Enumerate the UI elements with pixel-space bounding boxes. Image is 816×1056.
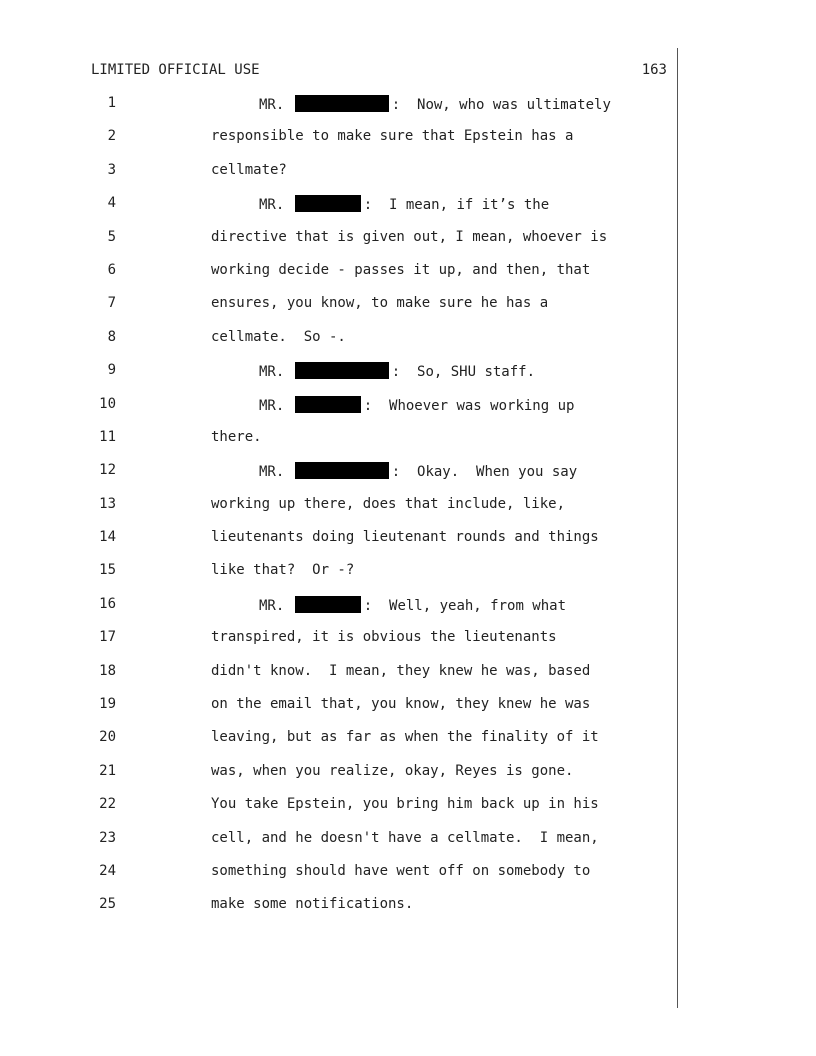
line-text: transpired, it is obvious the lieutenants — [211, 629, 557, 646]
line-number: 2 — [107, 128, 116, 145]
transcript-line — [0, 861, 816, 894]
speaker-line — [259, 195, 549, 213]
speaker-statement: : Well, yeah, from what — [363, 597, 567, 614]
line-number: 14 — [99, 529, 116, 546]
redaction-box — [295, 95, 389, 112]
line-number: 3 — [107, 161, 116, 178]
line-number: 23 — [99, 829, 116, 846]
speaker-line — [259, 95, 611, 113]
transcript-line — [0, 794, 816, 827]
transcript-line — [0, 527, 816, 560]
line-text: lieutenants doing lieutenant rounds and things — [211, 529, 599, 546]
line-text: You take Epstein, you bring him back up in his — [211, 796, 599, 813]
transcript-line — [0, 694, 816, 727]
line-number: 21 — [99, 762, 116, 779]
line-number: 18 — [99, 662, 116, 679]
line-text: didn't know. I mean, they knew he was, based — [211, 662, 591, 679]
line-number: 16 — [99, 595, 116, 612]
line-number: 13 — [99, 495, 116, 512]
speaker-title: MR. — [259, 197, 285, 214]
transcript-line — [0, 427, 816, 460]
speaker-statement: : Whoever was working up — [363, 397, 575, 414]
transcript-line — [0, 126, 816, 159]
line-text: something should have went off on somebody to — [211, 862, 591, 879]
speaker-line — [259, 596, 566, 614]
line-number: 25 — [99, 896, 116, 913]
line-number: 20 — [99, 729, 116, 746]
line-text: like that? Or -? — [211, 562, 355, 579]
redaction-box — [295, 396, 361, 413]
line-number: 7 — [107, 295, 116, 312]
speaker-title: MR. — [259, 597, 285, 614]
transcript-lines — [0, 93, 816, 928]
transcript-line — [0, 828, 816, 861]
line-text: cell, and he doesn't have a cellmate. I mean, — [211, 829, 599, 846]
speaker-title: MR. — [259, 464, 285, 481]
line-number: 9 — [107, 362, 116, 379]
transcript-line — [0, 460, 816, 493]
transcript-line — [0, 160, 816, 193]
transcript-line — [0, 193, 816, 226]
line-number: 15 — [99, 562, 116, 579]
transcript-line — [0, 594, 816, 627]
line-number: 19 — [99, 696, 116, 713]
line-number: 22 — [99, 796, 116, 813]
transcript-line — [0, 227, 816, 260]
line-number: 24 — [99, 862, 116, 879]
transcript-line — [0, 293, 816, 326]
page-number: 163 — [641, 62, 667, 78]
speaker-title: MR. — [259, 97, 285, 113]
speaker-line — [259, 462, 577, 480]
line-number: 4 — [107, 195, 116, 212]
transcript-line — [0, 661, 816, 694]
speaker-line — [259, 396, 574, 414]
redaction-box — [295, 362, 389, 379]
speaker-statement: : So, SHU staff. — [391, 364, 536, 381]
line-text: make some notifications. — [211, 896, 414, 913]
line-number: 1 — [107, 95, 116, 111]
transcript-line — [0, 494, 816, 527]
redaction-box — [295, 195, 361, 212]
redaction-box — [295, 462, 389, 479]
speaker-statement: : Okay. When you say — [391, 464, 578, 481]
transcript-line — [0, 360, 816, 393]
line-text: working up there, does that include, like, — [211, 495, 566, 512]
transcript-line — [0, 627, 816, 660]
line-number: 12 — [99, 462, 116, 479]
transcript-line — [0, 761, 816, 794]
line-text: there. — [211, 428, 262, 445]
transcript-line — [0, 260, 816, 293]
line-number: 5 — [107, 228, 116, 245]
line-text: leaving, but as far as when the finality of it — [211, 729, 599, 746]
speaker-title: MR. — [259, 397, 285, 414]
transcript-line — [0, 727, 816, 760]
line-number: 6 — [107, 261, 116, 278]
line-text: directive that is given out, I mean, whoever is — [211, 228, 608, 245]
line-text: cellmate. So -. — [211, 328, 346, 345]
transcript-line — [0, 394, 816, 427]
speaker-title: MR. — [259, 364, 285, 381]
classification-header: LIMITED OFFICIAL USE — [91, 62, 260, 78]
speaker-line — [259, 362, 535, 380]
line-text: responsible to make sure that Epstein has a — [211, 128, 574, 145]
line-text: ensures, you know, to make sure he has a — [211, 295, 549, 312]
line-number: 10 — [99, 395, 116, 412]
line-number: 17 — [99, 629, 116, 646]
speaker-statement: : Now, who was ultimately — [391, 97, 611, 113]
redaction-box — [295, 596, 361, 613]
speaker-statement: : I mean, if it’s the — [363, 197, 550, 214]
line-number: 8 — [107, 328, 116, 345]
transcript-line — [0, 560, 816, 593]
transcript-line — [0, 93, 816, 126]
line-text: was, when you realize, okay, Reyes is gone. — [211, 762, 574, 779]
transcript-line — [0, 327, 816, 360]
line-text: on the email that, you know, they knew he was — [211, 696, 591, 713]
transcript-line — [0, 894, 816, 927]
line-text: working decide - passes it up, and then, that — [211, 261, 591, 278]
line-text: cellmate? — [211, 161, 287, 178]
line-number: 11 — [99, 428, 116, 445]
